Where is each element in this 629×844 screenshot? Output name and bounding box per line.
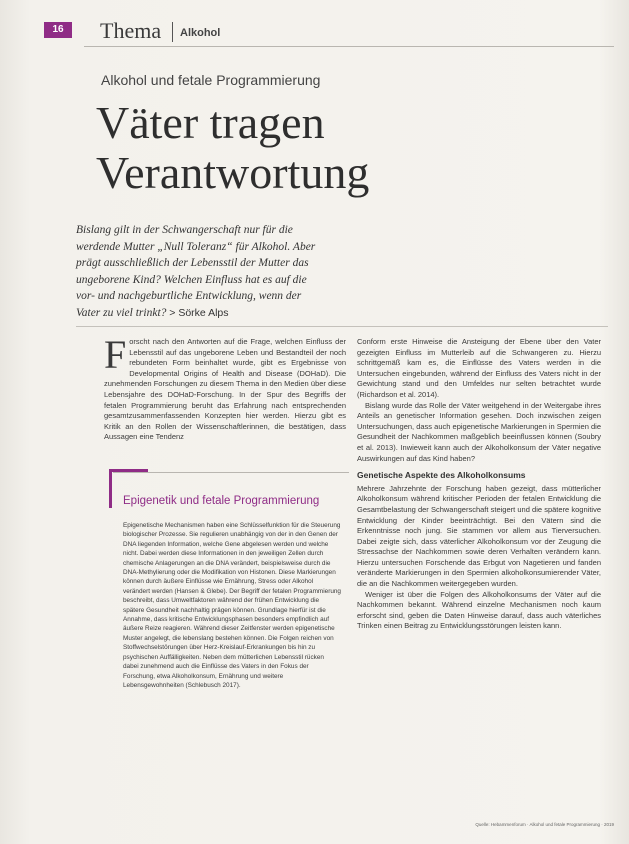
left-column-paragraph <box>104 332 346 443</box>
info-box-title: Epigenetik und fetale Programmierung <box>123 495 320 507</box>
article-author: > Sörke Alps <box>169 306 229 319</box>
left-column <box>104 332 346 443</box>
left-column-text: orscht nach den Antworten auf die Frage, welchen Einfluss der Lebensstil auf das ungeborene Leben und Bestandteil der noch rebundeten Form beinhaltet wurde, gibt es Ergebnisse von Developmental Origins of Health and Disease (DOHaD). Die zunehmenden Forschungen zu diesem Thema in den Medien über diese Lebensjahre des DOHaD-Forschung. In der Spur des Begriffs der fetalen Programmierung beruht das Erfahrung nach entsprechenden gesamtzusammenfassenden Konzepten hier werden. Hierzu gibt es Kritik an den Rollen der Wissenschaftlerinnen, die bestätigen, dass Aussagen eine Tendenz <box>104 337 346 442</box>
right-column-subheading: Genetische Aspekte des Alkoholkonsums <box>357 470 526 481</box>
lead-text: Bislang gilt in der Schwangerschaft nur für die werdende Mutter „Null Toleranz“ für Alkohol. Aber prägt ausschließlich der Lebensstil der Mutter das ungeborene Kind? Welchen Einfluss hat es auf die vor- und nachgeburtliche Entwicklung, wenn der Vater zu viel trinkt? <box>76 224 316 319</box>
right-paragraph: Bislang wurde das Rolle der Väter weitgehend in der Weitergabe ihres Anteils an genetischer Information gesehen. Doch inzwischen zeigen Untersuchungen, dass auch epigenetische Markierungen in Spermien die Gesundheit der Nachkommen maßgeblich beeinflussen können (Soubry et al. 2013). Inwieweit kann auch der Alkoholkonsum der Väter negative Auswirkungen auf das Kind haben? <box>357 400 601 463</box>
lead-rule <box>76 326 608 327</box>
drop-cap: F <box>104 332 127 377</box>
header-rule <box>84 46 614 47</box>
page-number-badge: 16 <box>44 22 72 38</box>
right-paragraph: Weniger ist über die Folgen des Alkoholkonsums der Väter auf die Nachkommen bekannt. Während einzelne Mechanismen noch kaum erforscht sind, geben die Daten Hinweise darauf, dass auch väterliches Trinken einen Beitrag zu Entwicklungsstörungen leisten kann. <box>357 589 601 631</box>
section-divider <box>172 22 173 42</box>
section-subtitle: Alkohol <box>180 27 221 39</box>
article-headline: Väter tragen Verantwortung <box>96 97 370 198</box>
right-column <box>357 337 601 632</box>
article-lead <box>76 222 316 321</box>
article-kicker: Alkohol und fetale Programmierung <box>101 72 321 88</box>
right-paragraph: Conform erste Hinweise die Ansteigung der Ebene über den Vater gezeigten Einfluss im Mutterleib auf die Schwangeren zu. Hierzu schrittgemäß kam es, die Einflüsse des Vaters werden in die Untersuchen eingebunden, während der Einfluss des Vaters nicht in der Gewichtung stand und den Umfeldes nur selten betrachtet wurde (Richardson et al. 2014). <box>357 337 601 399</box>
info-box-text: Epigenetische Mechanismen haben eine Schlüsselfunktion für die Steuerung biologischer Prozesse. Sie regulieren unabhängig von der in den Genen der DNA liegenden Information, welche Gene abgelesen werden und welche nicht. Dabei werden diese Informationen in den jeweiligen Zellen durch chemische Anlagerungen an die DNA verändert, beispielsweise durch die DNA-Methylierung oder die Modifikation von Histonen. Diese Markierungen können durch äußere Einflüsse wie Ernährung, Stress oder Alkohol verändert werden (Hansen & Glebe). Der Begriff der fetalen Programmierung beschreibt, dass Umweltfaktoren während der frühen Entwicklung die spätere Gesundheit nachhaltig prägen können. Grundlage hierfür ist die Annahme, dass kritische Entwicklungsphasen besonders empfindlich auf äußere Reize reagieren. Während dieser Zeitfenster werden epigenetische Muster angelegt, die lebenslang bestehen können. Die Folgen reichen von Stoffwechselstörungen über Herz-Kreislauf-Erkrankungen bis hin zu psychischen Auffälligkeiten. Neben dem mütterlichen Lebensstil rücken dabei zunehmend auch die Einflüsse des Vaters in den Fokus der Forschung, etwa Alkoholkonsum, Ernährung und weitere Lebensgewohnheiten (Schlebusch 2017). <box>123 522 341 689</box>
section-title: Thema <box>100 18 162 43</box>
page-footer: Quelle: Hebammenforum · Alkohol und fetale Programmierung · 2019 <box>475 822 614 827</box>
info-box <box>113 472 349 825</box>
right-paragraph: Mehrere Jahrzehnte der Forschung haben gezeigt, dass mütterlicher Alkoholkonsum während kritischer Perioden der fetalen Entwicklung die Gesamtbelastung der Schwangerschaft steigert und die spätere kognitive Entwicklung der Kinder beeinträchtigt. Bei den Vätern sind die Erkenntnisse noch jung. Sie stammen vor allem aus Tierversuchen. Dabei zeigte sich, dass väterlicher Alkoholkonsum vor der Zeugung die Stressachse der Nachkommen sowie deren Verhalten verändern kann. Hierzu untersuchen Forschende das Erbgut von Nagetieren und fanden veränderte Markierungen in den Spermien alkoholkonsumierender Väter, die an die Nachkommen weitergegeben wurden. <box>357 483 601 589</box>
